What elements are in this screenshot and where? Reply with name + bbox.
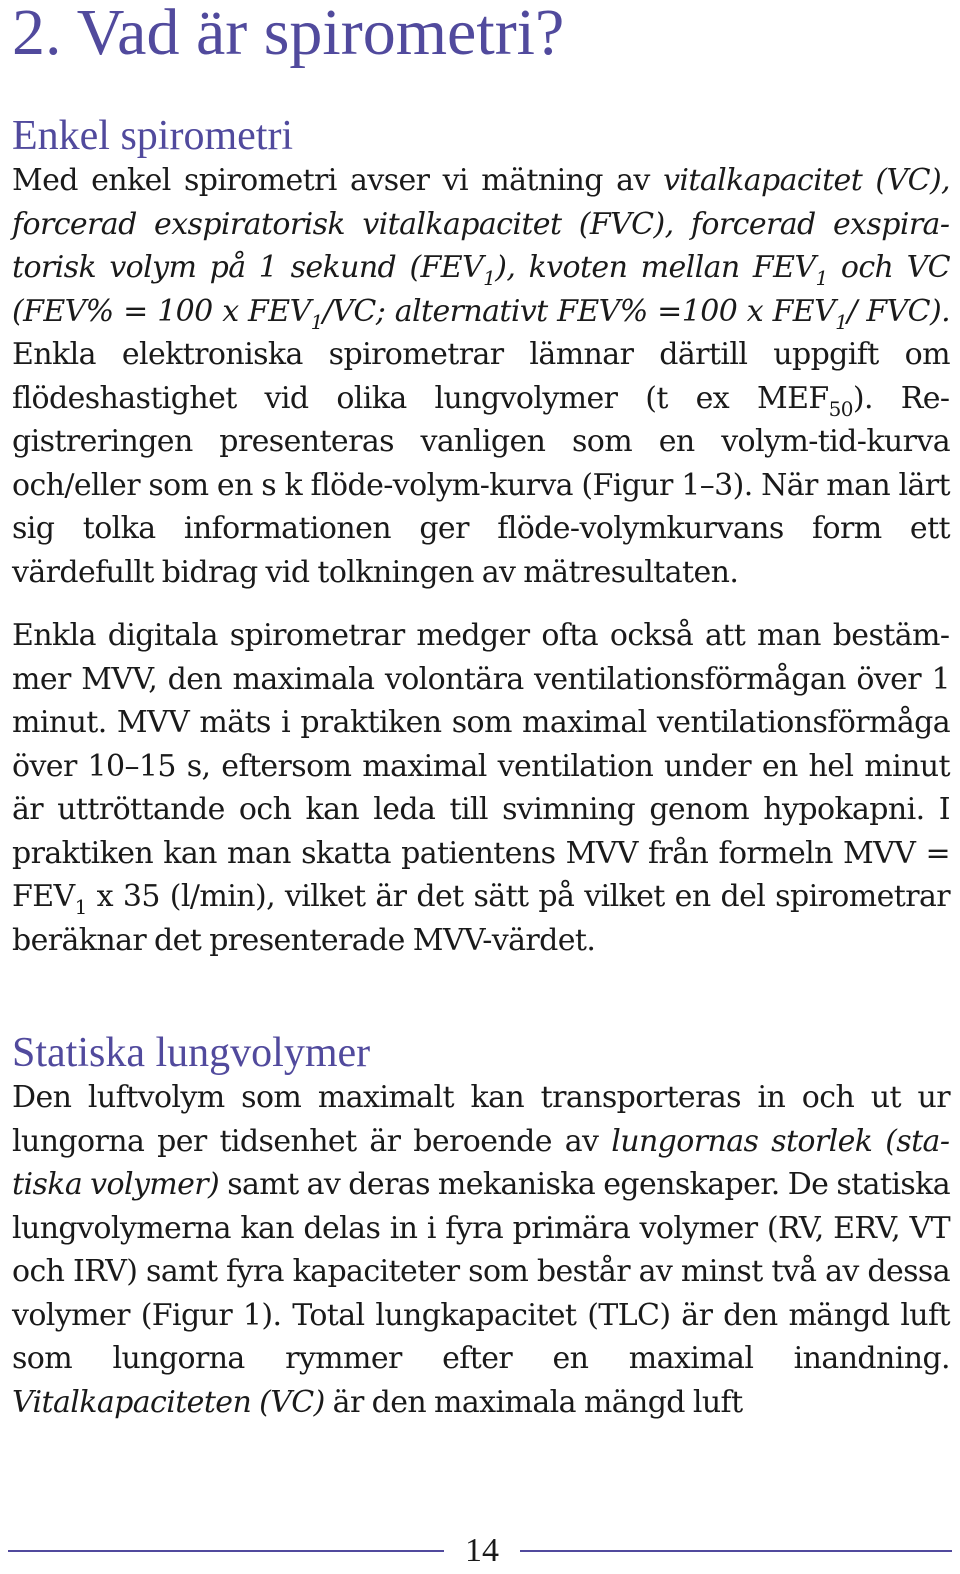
- italic-run: lungornas storlek (statiska volymer): [12, 1123, 950, 1202]
- subscript: 1: [74, 895, 87, 919]
- text-run: är den maximala mängd luft: [324, 1384, 743, 1420]
- footer-rule-right: [520, 1550, 952, 1552]
- text-run: Den luftvolym som maximalt kan transporteras in och ut ur lungorna per tidsenhet är beroende av: [12, 1080, 950, 1159]
- italic-run: / FVC).: [847, 293, 950, 329]
- paragraph: [12, 1076, 950, 1424]
- text-run: Enkla digitala spirometrar medger ofta också att man bestämmer MVV, den maximala volontära ventilationsförmågan över 1 minut. MVV mäts i praktiken som maximal ventilationsförmåga över 10–15 s, eftersom maximal ventilation under en hel minut är uttröttande och kan leda till svimning genom hypokapni. I praktiken kan man skatta patientens MVV från formeln MVV = FEV: [12, 618, 950, 914]
- subscript: 1: [483, 266, 496, 290]
- text-run: samt av deras mekaniska egenskaper. De statiska lungvolymerna kan delas in i fyra primära volymer (RV, ERV, VT och IRV) samt fyra kapaciteter som består av minst två av dessa volymer (Figur 1). Total lungkapacitet (TLC) är den mängd luft som lungorna rymmer efter en maximal inandning.: [12, 1167, 950, 1376]
- page-footer: [0, 1528, 960, 1574]
- chapter-heading: 2. Vad är spirometri?: [12, 0, 565, 69]
- subscript: 1: [815, 266, 828, 290]
- italic-run: vitalkapacitet (VC), forcerad exspiratorisk vitalkapacitet (FVC), forcerad exspiratorisk volym på 1 sekund (FEV: [12, 163, 950, 285]
- subscript: 50: [828, 396, 853, 421]
- italic-run: ), kvoten mellan FEV: [495, 250, 816, 285]
- paragraph: [12, 614, 950, 962]
- paragraph: [12, 159, 950, 594]
- text-run: Med enkel spirometri avser vi mätning av: [12, 163, 664, 198]
- text-run: x 35 (l/min), vilket är det sätt på vilket en del spirometrar beräknar det presenterade MVV-värdet.: [12, 879, 950, 958]
- footer-rule-left: [8, 1550, 444, 1552]
- italic-run: /VC; alternativt FEV% =100 x FEV: [322, 293, 836, 329]
- section-title: Statiska lungvolymer: [12, 1030, 371, 1076]
- subscript: 1: [835, 309, 848, 334]
- italic-run: och VC (FEV% = 100 x FEV: [12, 250, 950, 329]
- section-statiska-lungvolymer: [12, 1030, 950, 1424]
- text-run: Enkla elektroniska spirometrar lämnar därtill uppgift om flödeshastighet vid olika lungvolymer (t ex MEF: [12, 337, 950, 416]
- section-enkel-spirometri: [12, 113, 950, 962]
- text-run: ). Registreringen presenteras vanligen som en volym-tid-kurva och/eller som en s k flöde-volym-kurva (Figur 1–3). När man lärt sig tolka informationen ger flöde-volymkurvans form ett värdefullt bidrag vid tolkningen av mätresultaten.: [12, 380, 951, 590]
- italic-run: Vitalkapaciteten (VC): [12, 1384, 325, 1420]
- page-number: 14: [465, 1532, 499, 1569]
- section-title: Enkel spirometri: [12, 113, 294, 159]
- subscript: 1: [310, 309, 323, 334]
